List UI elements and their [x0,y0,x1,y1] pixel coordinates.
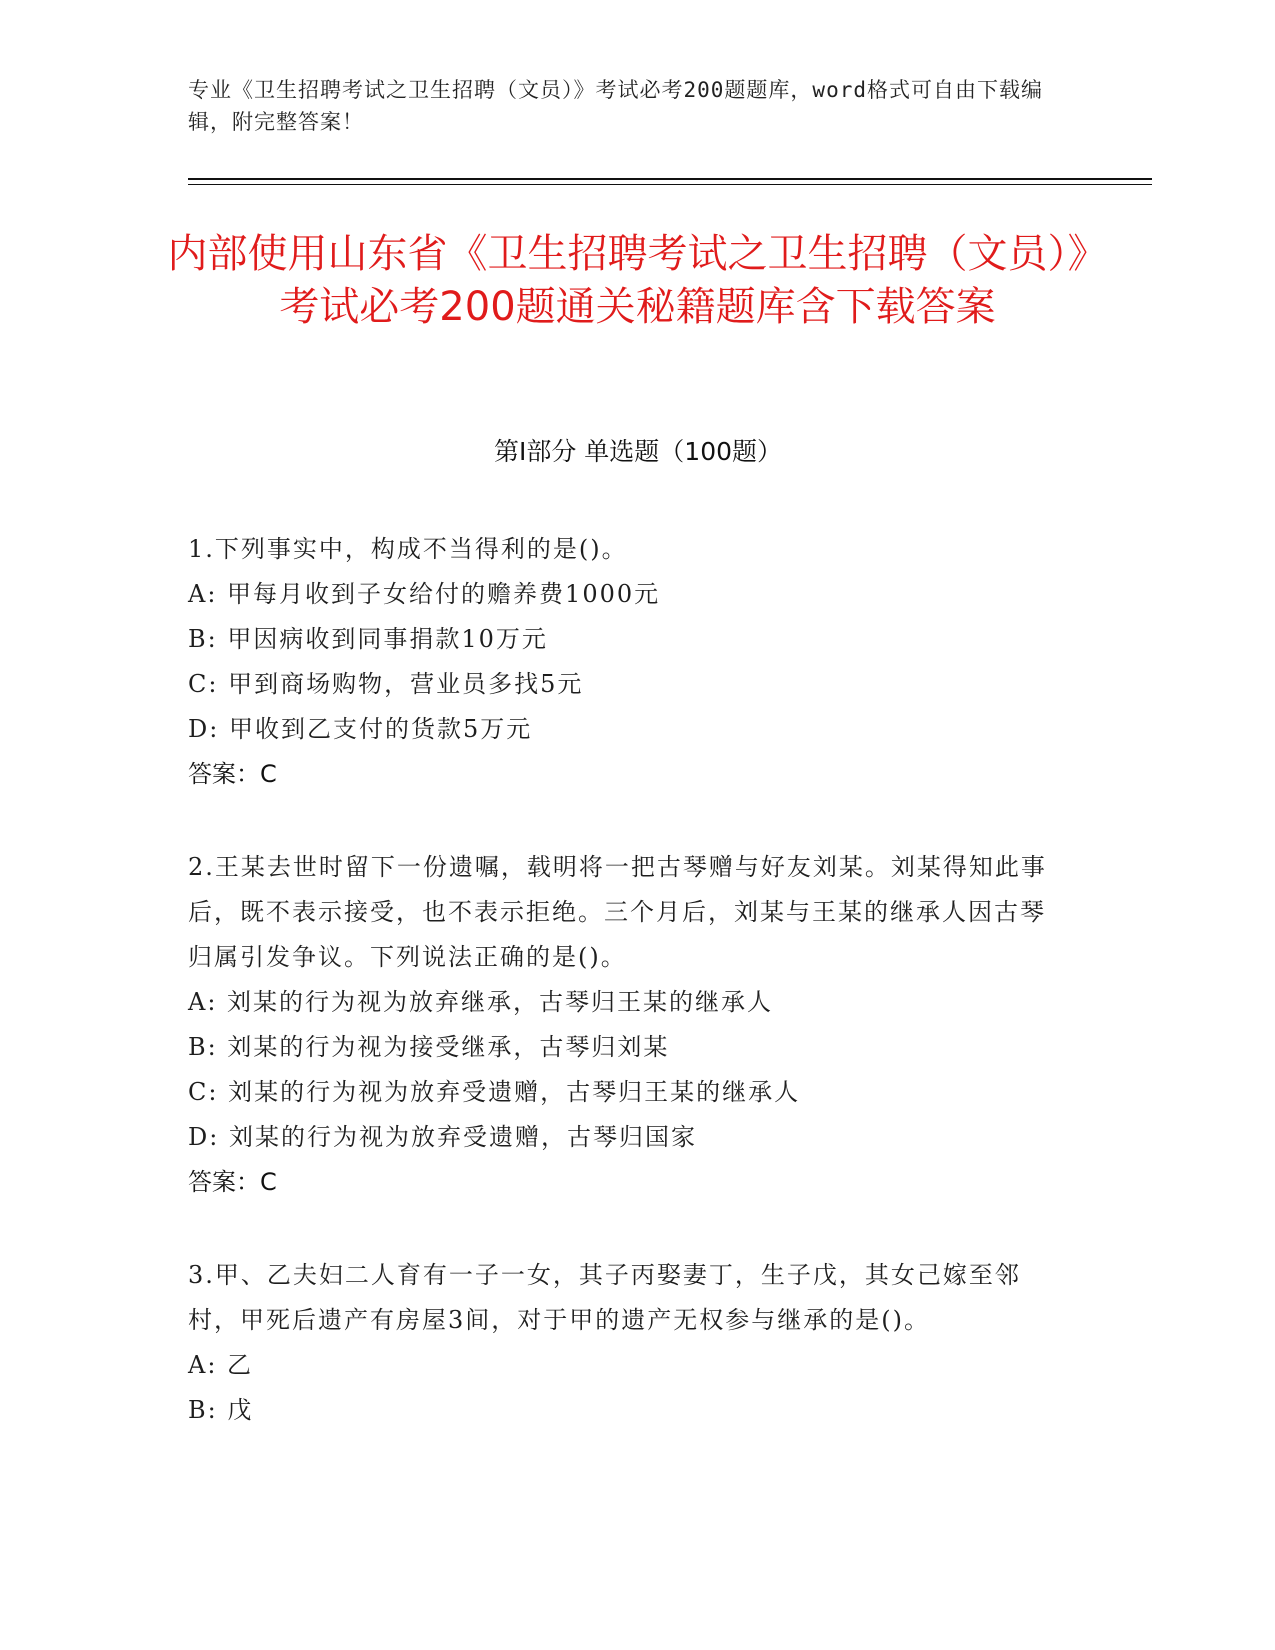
question-stem: 3.甲、乙夫妇二人育有一子一女，其子丙娶妻丁，生子戊，其女己嫁至邻村，甲死后遗产有房屋3间，对于甲的遗产无权参与继承的是()。 [188,1261,1021,1334]
question-option-b: B: 甲因病收到同事捐款10万元 [188,625,548,653]
question-answer: 答案：C [188,760,277,788]
question-option-b: B: 刘某的行为视为接受继承，古琴归刘某 [188,1033,670,1061]
question-option-c: C: 刘某的行为视为放弃受遗赠，古琴归王某的继承人 [188,1078,801,1106]
question-option-b: B: 戊 [188,1396,254,1424]
question-option-c: C: 甲到商场购物，营业员多找5元 [188,670,584,698]
document-title: 内部使用山东省《卫生招聘考试之卫生招聘（文员）》考试必考200题通关秘籍题库含下载答案 [167,231,1108,330]
question-2 [188,845,1068,1205]
question-stem: 1.下列事实中，构成不当得利的是()。 [188,535,628,563]
question-stem: 2.王某去世时留下一份遗嘱，载明将一把古琴赠与好友刘某。刘某得知此事后，既不表示接受，也不表示拒绝。三个月后，刘某与王某的继承人因古琴归属引发争议。下列说法正确的是()。 [188,853,1047,971]
question-answer: 答案：C [188,1168,277,1196]
header-note: 专业《卫生招聘考试之卫生招聘（文员）》考试必考200题题库，word格式可自由下载编辑，附完整答案！ [188,78,1043,134]
question-option-a: A: 乙 [188,1351,254,1379]
question-1 [188,527,1068,797]
header-rule-thick [188,178,1152,180]
question-list [188,527,1068,1481]
question-option-a: A: 甲每月收到子女给付的赡养费1000元 [188,580,661,608]
question-option-a: A: 刘某的行为视为放弃继承，古琴归王某的继承人 [188,988,774,1016]
section-title: 第Ⅰ部分 单选题（100题） [493,437,783,466]
question-option-d: D: 甲收到乙支付的货款5万元 [188,715,533,743]
question-option-d: D: 刘某的行为视为放弃受遗赠，古琴归国家 [188,1123,697,1151]
question-3 [188,1253,1068,1433]
header-rule-thin [188,184,1152,185]
